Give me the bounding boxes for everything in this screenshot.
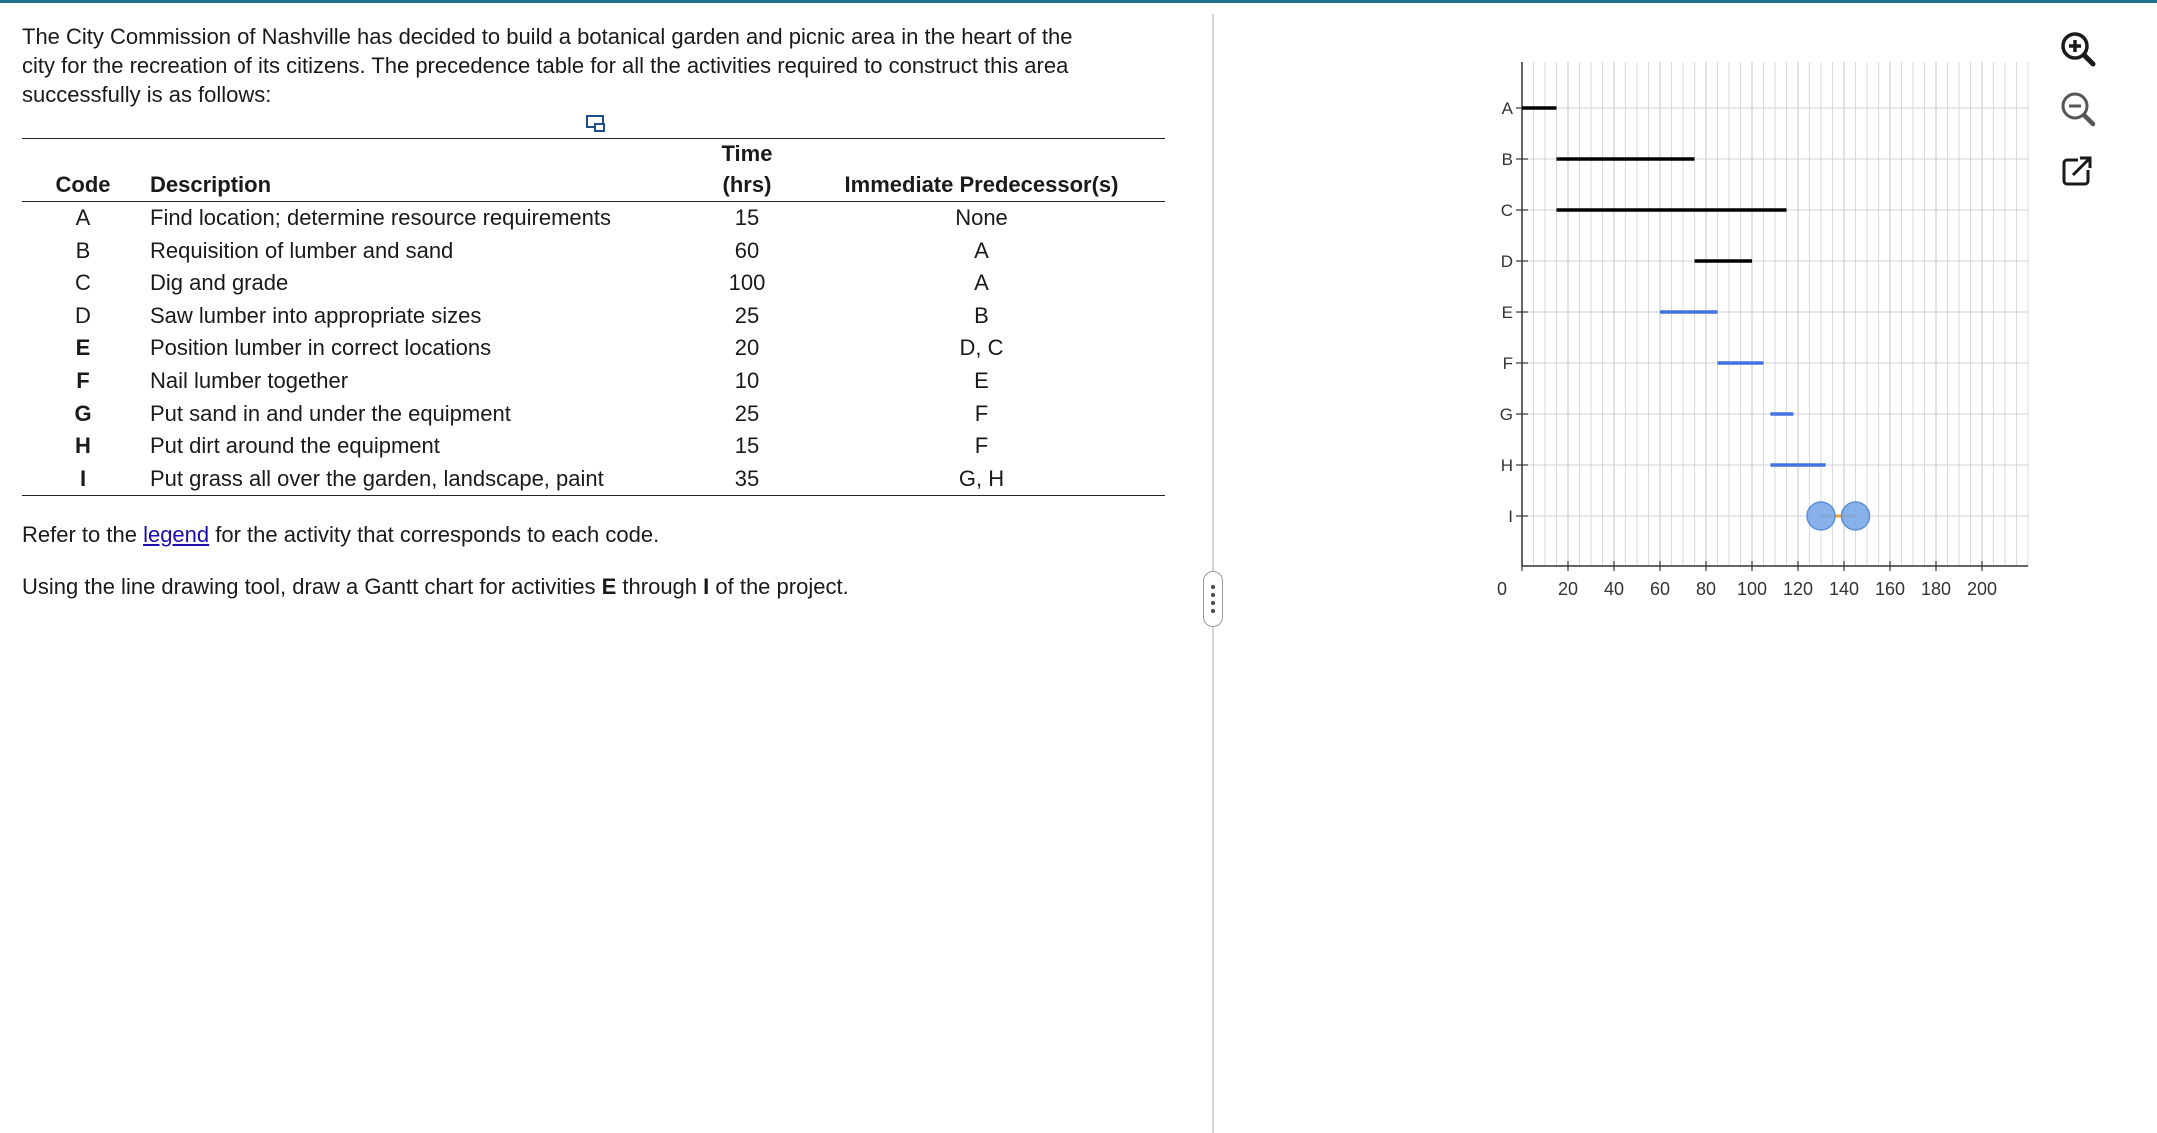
code-header: Code xyxy=(22,170,144,202)
y-tick-label: G xyxy=(1499,405,1513,424)
x-tick-label: 140 xyxy=(1828,579,1860,599)
segment-start-handle[interactable] xyxy=(1807,502,1835,530)
instruction-bold-e: E xyxy=(601,574,617,599)
x-tick-label: 200 xyxy=(1966,579,1998,599)
row-predecessor: F xyxy=(974,400,989,426)
row-description: Saw lumber into appropriate sizes xyxy=(150,302,482,328)
segment-end-handle[interactable] xyxy=(1842,502,1870,530)
row-predecessor: None xyxy=(955,205,1008,230)
row-predecessor: D, C xyxy=(959,335,1004,361)
x-tick-label: 160 xyxy=(1874,579,1906,599)
row-code: E xyxy=(75,335,91,361)
row-time: 15 xyxy=(734,433,760,459)
y-tick-label: I xyxy=(1508,507,1513,526)
legend-link[interactable]: legend xyxy=(143,522,210,547)
table-popout-icon[interactable] xyxy=(586,115,606,133)
row-code: F xyxy=(76,367,90,393)
table-row xyxy=(22,430,1165,463)
row-description: Requisition of lumber and sand xyxy=(150,237,454,263)
y-tick-label: D xyxy=(1500,252,1513,271)
table-row xyxy=(22,267,1165,300)
x-tick-label: 180 xyxy=(1920,579,1952,599)
y-tick-label: C xyxy=(1500,201,1513,220)
row-predecessor: A xyxy=(974,237,989,263)
row-code: G xyxy=(74,400,92,426)
intro-line-3: successfully is as follows: xyxy=(22,82,272,107)
description-header: Description xyxy=(144,170,696,202)
row-time: 60 xyxy=(734,237,760,263)
intro-line-2: city for the recreation of its citizens. The precedence table for all the activities required to construct this area xyxy=(22,53,1069,78)
row-predecessor: A xyxy=(974,270,989,296)
instruction-before: Using the line drawing tool, draw a Gantt chart for activities xyxy=(22,574,602,599)
y-tick-label: H xyxy=(1500,456,1513,475)
x-tick-label: 80 xyxy=(1695,579,1717,599)
time-header-top: Time xyxy=(721,141,773,166)
row-predecessor: E xyxy=(974,367,989,393)
row-code: A xyxy=(75,205,91,230)
x-tick-label: 120 xyxy=(1782,579,1814,599)
instruction-sentence xyxy=(22,574,849,600)
row-description: Nail lumber together xyxy=(150,367,349,393)
row-time: 10 xyxy=(734,367,760,393)
time-header-unit: (hrs) xyxy=(696,170,798,202)
row-code: C xyxy=(75,270,91,296)
row-predecessor: B xyxy=(974,302,989,328)
y-tick-label: A xyxy=(1501,99,1513,118)
y-tick-label: F xyxy=(1502,354,1513,373)
row-code: I xyxy=(22,463,144,496)
table-row xyxy=(22,332,1165,365)
zoom-out-icon[interactable] xyxy=(2056,87,2098,129)
gantt-chart[interactable] xyxy=(1480,40,2040,610)
table-row xyxy=(22,300,1165,333)
row-time: 25 xyxy=(734,400,760,426)
table-row xyxy=(22,365,1165,398)
intro-line-1: The City Commission of Nashville has decided to build a botanical garden and picnic area in the heart of the xyxy=(22,24,1073,49)
legend-text-before: Refer to the xyxy=(22,522,144,547)
legend-sentence xyxy=(22,522,659,548)
y-tick-label: B xyxy=(1501,150,1513,169)
row-time: 25 xyxy=(734,302,760,328)
pane-resize-handle[interactable] xyxy=(1203,571,1223,627)
x-tick-label: 20 xyxy=(1557,579,1579,599)
x-tick-label: 100 xyxy=(1736,579,1768,599)
row-description: Put dirt around the equipment xyxy=(150,433,440,459)
row-description: Position lumber in correct locations xyxy=(150,335,492,361)
row-description: Dig and grade xyxy=(150,270,289,296)
precedence-table-wrapper xyxy=(22,138,1165,496)
row-time: 15 xyxy=(734,205,760,230)
x-tick-label: 0 xyxy=(1496,579,1508,599)
y-tick-label: E xyxy=(1501,303,1513,322)
table-row xyxy=(22,398,1165,431)
precedence-table xyxy=(22,138,1165,496)
row-time: 100 xyxy=(728,270,766,296)
predecessor-header: Immediate Predecessor(s) xyxy=(798,170,1165,202)
row-code: H xyxy=(75,433,91,459)
table-row xyxy=(22,202,1165,235)
popout-icon[interactable] xyxy=(2056,150,2098,192)
row-code: B xyxy=(75,237,91,263)
row-predecessor: G, H xyxy=(798,463,1165,496)
row-description: Put grass all over the garden, landscape, paint xyxy=(144,463,696,496)
row-time: 35 xyxy=(696,463,798,496)
problem-intro xyxy=(22,22,1172,109)
instruction-middle: through xyxy=(616,574,704,599)
legend-text-after: for the activity that corresponds to each code. xyxy=(209,522,660,547)
x-tick-label: 40 xyxy=(1603,579,1625,599)
row-predecessor: F xyxy=(974,433,989,459)
instruction-bold-i: I xyxy=(703,574,710,599)
zoom-in-icon[interactable] xyxy=(2056,27,2098,69)
instruction-after: of the project. xyxy=(709,574,849,599)
table-row xyxy=(22,235,1165,268)
row-code: D xyxy=(75,302,91,328)
row-description: Find location; determine resource requirements xyxy=(150,205,612,230)
row-description: Put sand in and under the equipment xyxy=(150,400,511,426)
row-time: 20 xyxy=(734,335,760,361)
table-row xyxy=(22,463,1165,496)
x-tick-label: 60 xyxy=(1649,579,1671,599)
